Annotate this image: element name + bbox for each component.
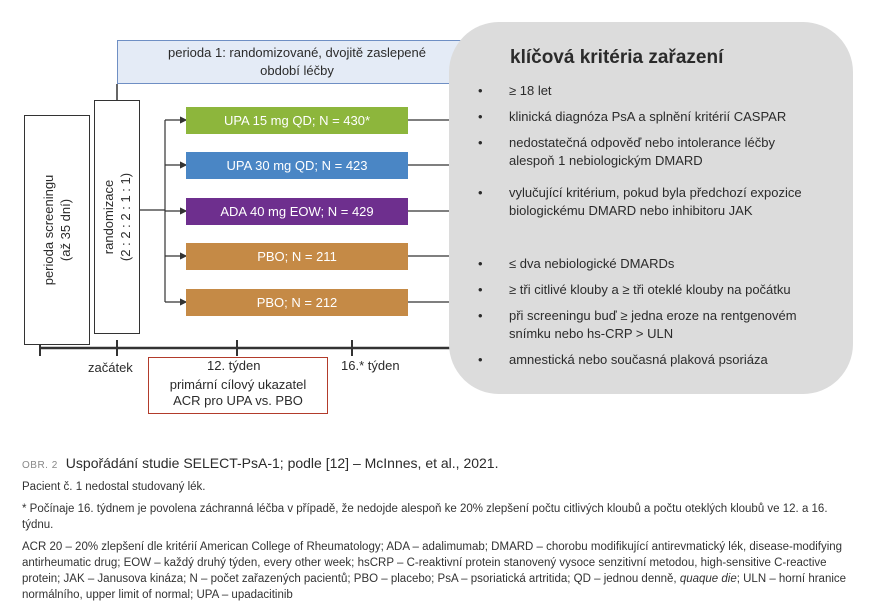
screening-line1: perioda screeningu bbox=[41, 174, 56, 286]
criteria-item: ≥ tři citlivé klouby a ≥ tři oteklé klouby na počátku bbox=[509, 282, 791, 297]
figure-caption-text: Uspořádání studie SELECT-PsA-1; podle [12] – McInnes, et al., 2021. bbox=[65, 455, 499, 471]
arm-pbo-2: PBO; N = 212 bbox=[186, 289, 408, 316]
abbreviations-part-b: ; ULN – horní hranice normálního, upper limit of normal; UPA – upadacitinib bbox=[22, 573, 847, 601]
criteria-item: vylučující kritérium, pokud byla předchozí expozice biologickému DMARD nebo inhibitoru JAK bbox=[509, 185, 802, 218]
timeline-week12-label: 12. týden bbox=[207, 358, 261, 373]
criteria-item: ≤ dva nebiologické DMARDs bbox=[509, 256, 675, 271]
criteria-item: při screeningu buď ≥ jedna eroze na rentgenovém snímku nebo hs-CRP > ULN bbox=[509, 308, 797, 341]
criteria-bullet: • bbox=[478, 308, 483, 323]
timeline-week16-label: 16.* týden bbox=[341, 358, 400, 373]
arm-upa30: UPA 30 mg QD; N = 423 bbox=[186, 152, 408, 179]
figure-caption bbox=[22, 455, 498, 471]
arm-ada40: ADA 40 mg EOW; N = 429 bbox=[186, 198, 408, 225]
criteria-bullet: • bbox=[478, 109, 483, 124]
criteria-bullet: • bbox=[478, 83, 483, 98]
abbreviations-part-a: ACR 20 – 20% zlepšení dle kritérií American College of Rheumatology; ADA – adalimumab; DMARD – chorobu modifikující antirevmatický lék, disease-modifying antirheumatic drug; EOW – každý druhý týden, every other week; hsCRP – C-reaktivní protein stanovený vysoce senzitivní metodou, high-sensitive C-reactive protein; JAK – Janusova kináza; N – počet zařazených pacientů; PBO – placebo; PsA – psoriatická artritida; QD – jednou denně, bbox=[22, 541, 843, 585]
endpoint-line2: ACR pro UPA vs. PBO bbox=[173, 393, 303, 408]
criteria-item: amnestická nebo současná plaková psoriáza bbox=[509, 352, 768, 367]
criteria-item: ≥ 18 let bbox=[509, 83, 552, 98]
screening-box bbox=[24, 115, 90, 345]
criteria-item: klinická diagnóza PsA a splnění kritérií CASPAR bbox=[509, 109, 787, 124]
period-1-line2: období léčby bbox=[260, 63, 334, 78]
criteria-item: nedostatečná odpověď nebo intolerance léčby alespoň 1 nebiologickým DMARD bbox=[509, 135, 776, 168]
period-1-line1: perioda 1: randomizované, dvojitě zaslepené bbox=[167, 45, 426, 60]
criteria-bullet: • bbox=[478, 256, 483, 271]
timeline-start-label: začátek bbox=[88, 360, 133, 375]
note-2: * Počínaje 16. týdnem je povolena záchranná léčba v případě, že nedojde alespoň ke 20% zlepšení počtu citlivých kloubů a počtu oteklých kloubů ve 12. a 16. týdnu. bbox=[22, 503, 828, 531]
note-1: Pacient č. 1 nedostal studovaný lék. bbox=[22, 481, 206, 493]
randomization-line1: randomizace bbox=[101, 179, 116, 255]
criteria-title: klíčová kritéria zařazení bbox=[510, 47, 724, 68]
criteria-bullet: • bbox=[478, 352, 483, 367]
abbreviations bbox=[22, 539, 862, 603]
abbreviations-italic: quaque die bbox=[679, 573, 737, 585]
arm-pbo-1: PBO; N = 211 bbox=[186, 243, 408, 270]
criteria-bullet: • bbox=[478, 282, 483, 297]
screening-line2: (až 35 dní) bbox=[58, 198, 73, 262]
criteria-bullet: • bbox=[478, 135, 483, 150]
period-1-box bbox=[117, 40, 477, 84]
criteria-bullet: • bbox=[478, 185, 483, 200]
figure-number: OBR. 2 bbox=[22, 460, 58, 471]
endpoint-line1: primární cílový ukazatel bbox=[169, 377, 307, 392]
arm-upa15: UPA 15 mg QD; N = 430* bbox=[186, 107, 408, 134]
screening-label bbox=[40, 175, 74, 286]
randomization-line2: (2 : 2 : 2 : 1 : 1) bbox=[118, 172, 133, 262]
randomization-label bbox=[100, 173, 134, 261]
randomization-box bbox=[94, 100, 140, 334]
